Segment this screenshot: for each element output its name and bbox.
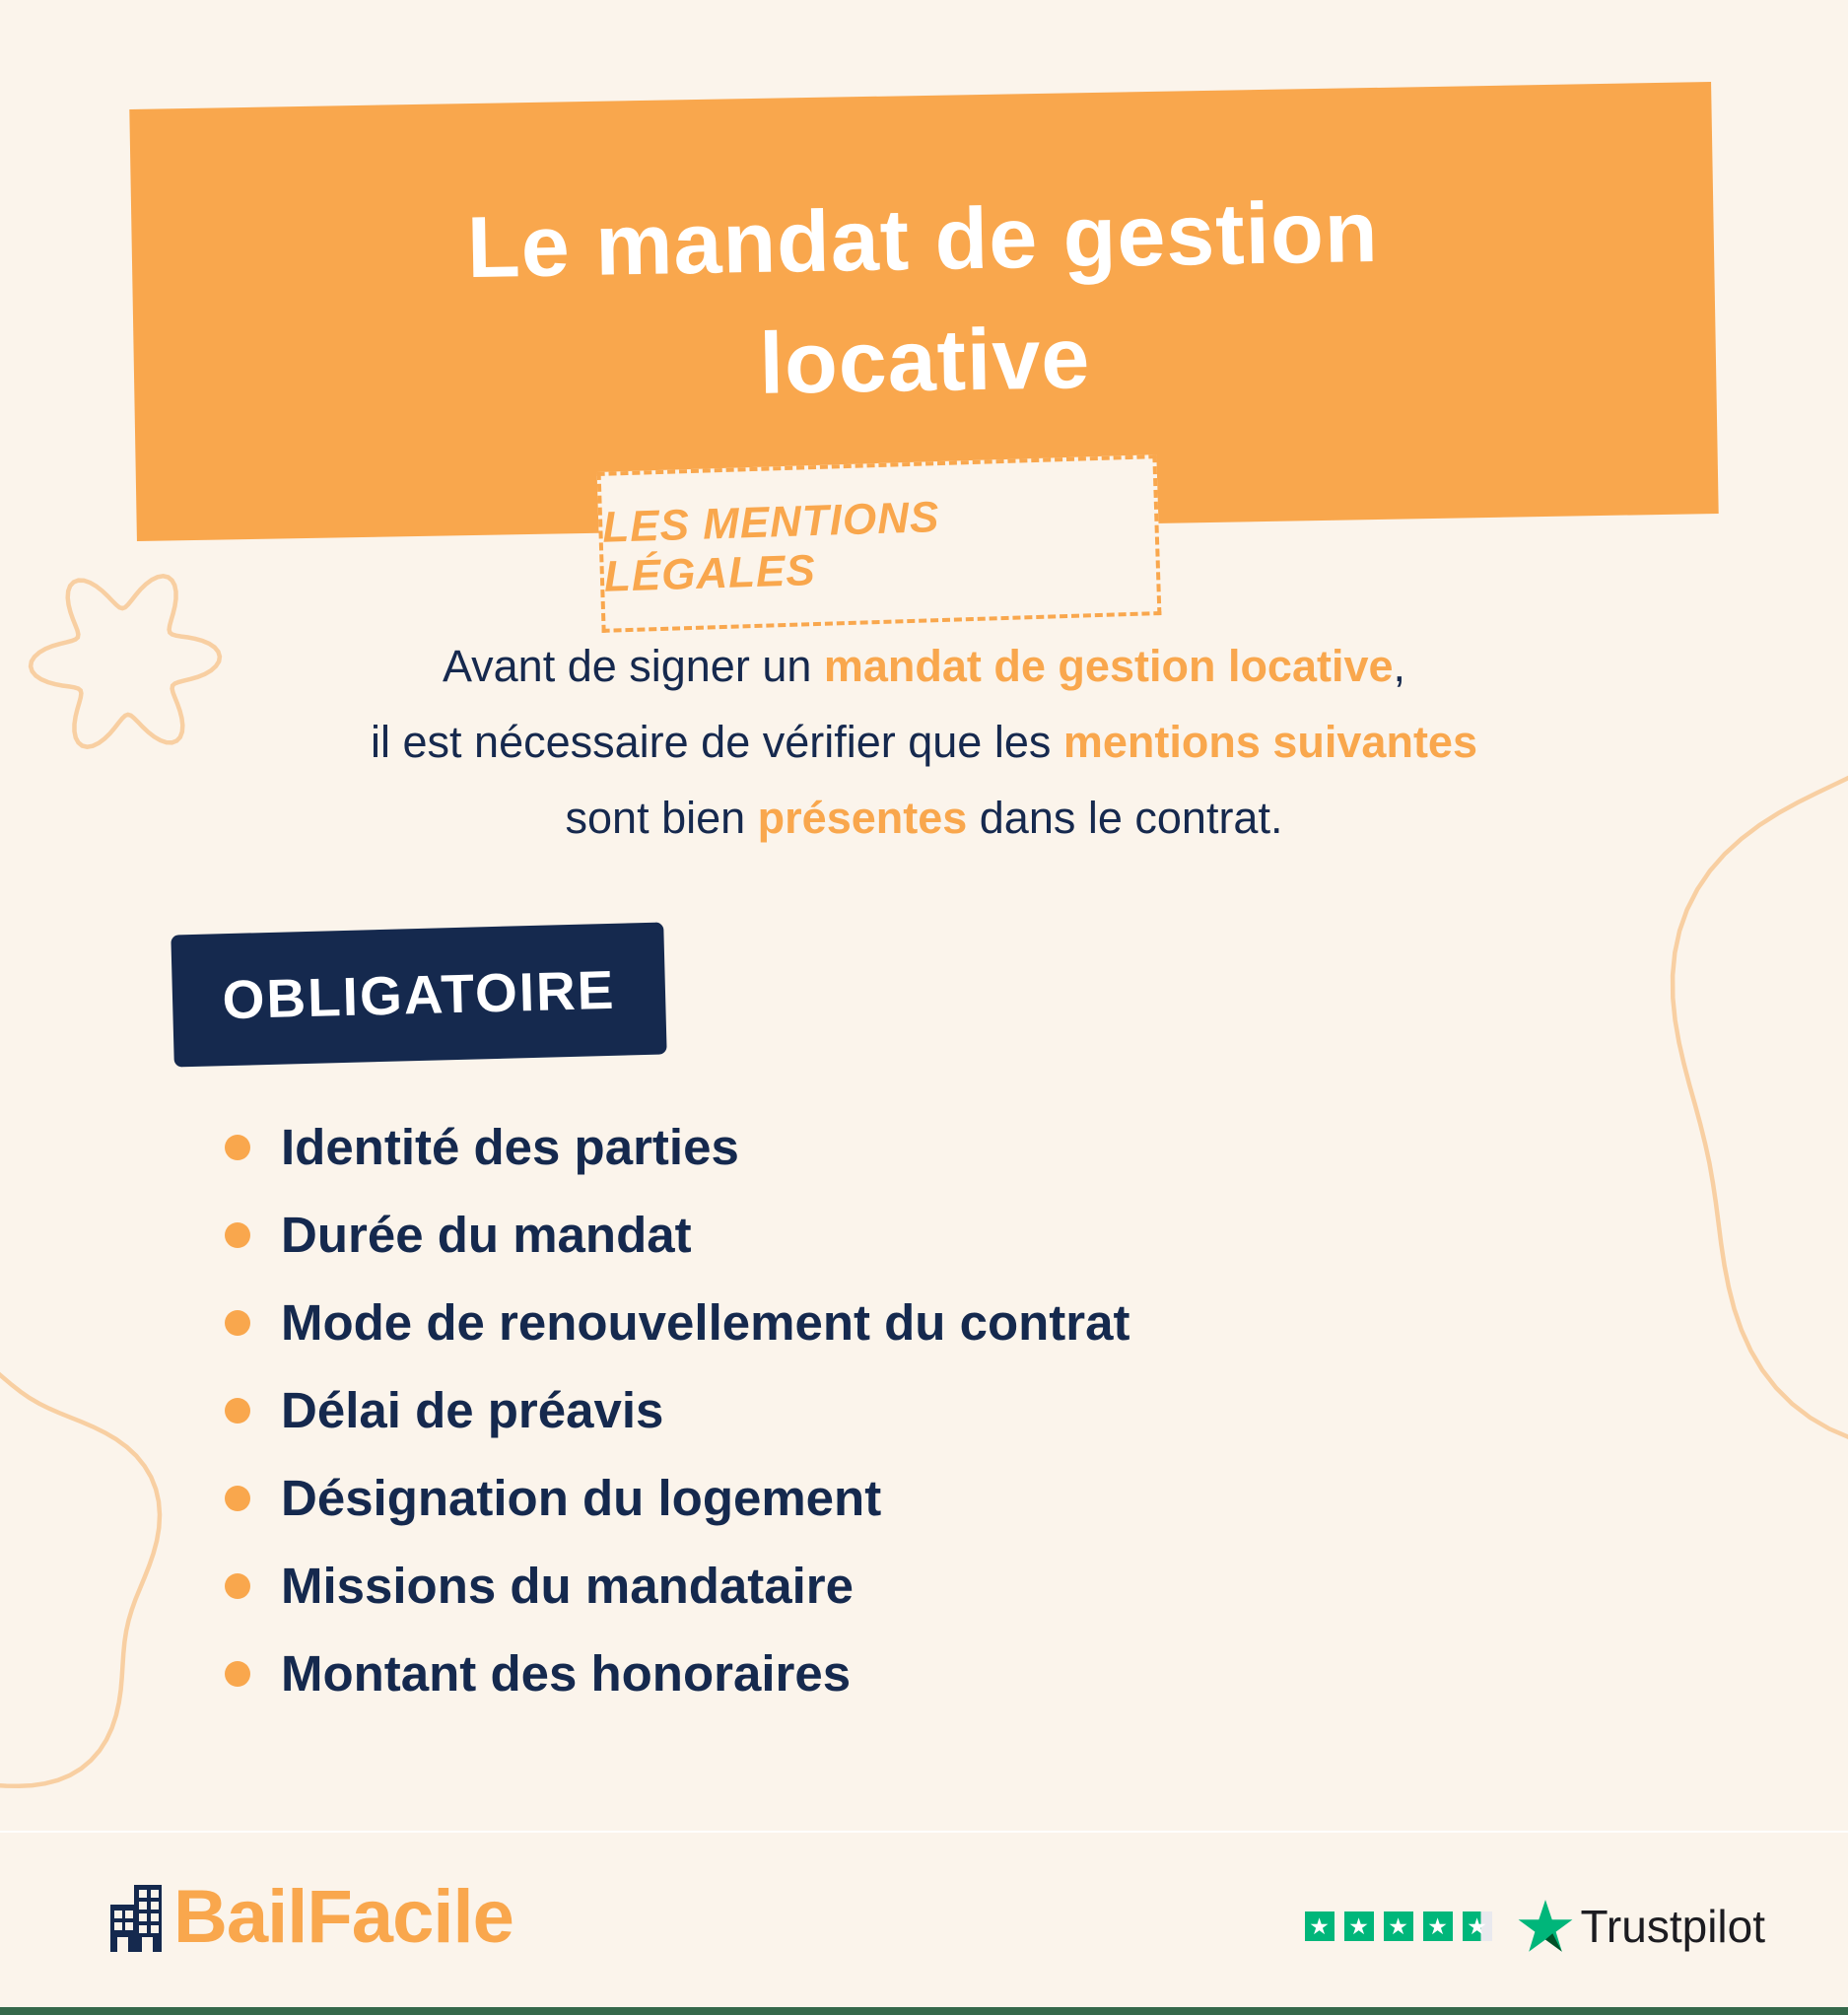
list-item-label: Mode de renouvellement du contrat <box>281 1294 1130 1351</box>
rating-star-icon <box>1305 1911 1335 1941</box>
list-item-label: Délai de préavis <box>281 1382 664 1438</box>
list-item <box>225 1294 1130 1351</box>
list-item <box>225 1382 1129 1438</box>
page-title <box>129 82 1717 435</box>
legal-mentions-badge <box>597 454 1162 633</box>
intro-segment: Avant de signer un <box>442 641 824 691</box>
rating-star-icon <box>1344 1911 1374 1941</box>
page-title-line2: locative <box>758 309 1092 412</box>
intro-segment: , <box>1393 641 1406 691</box>
bailfacile-logo <box>110 1875 513 1959</box>
intro-line <box>0 628 1848 704</box>
intro-highlight: mandat de gestion locative <box>823 641 1394 691</box>
intro-line <box>0 704 1848 780</box>
trustpilot-star-icon <box>1518 1899 1573 1954</box>
star-glyph: ★ <box>1348 1912 1369 1939</box>
star-glyph: ★ <box>1427 1912 1448 1939</box>
list-item <box>225 1558 1129 1614</box>
intro-segment: sont bien <box>565 793 758 843</box>
intro-segment: dans le contrat. <box>967 793 1283 843</box>
list-item-label: Durée du mandat <box>281 1207 692 1263</box>
bullet-dot-icon <box>225 1135 250 1160</box>
star-glyph: ★ <box>1309 1912 1330 1939</box>
list-item-label: Identité des parties <box>281 1119 739 1175</box>
star-glyph: ★ <box>1467 1912 1487 1939</box>
bullet-dot-icon <box>225 1310 250 1336</box>
list-item <box>225 1470 1129 1526</box>
rating-star-icon <box>1423 1911 1453 1941</box>
intro-line <box>0 780 1848 856</box>
star-glyph: ★ <box>1388 1912 1408 1939</box>
mentions-list <box>225 1119 1130 1736</box>
legal-mentions-badge-label: LES MENTIONS LÉGALES <box>601 492 940 601</box>
bullet-dot-icon <box>225 1486 250 1511</box>
intro-segment: il est nécessaire de vérifier que les <box>371 717 1063 767</box>
bullet-dot-icon <box>225 1222 250 1248</box>
intro-highlight: mentions suivantes <box>1062 717 1477 767</box>
list-item-label: Montant des honoraires <box>281 1645 852 1702</box>
footer-divider <box>0 1831 1848 1833</box>
trustpilot-wordmark: Trustpilot <box>1580 1901 1765 1952</box>
obligatoire-badge <box>171 922 666 1067</box>
rating-star-icon <box>1463 1911 1492 1941</box>
rating-star-icon <box>1384 1911 1413 1941</box>
bottom-left-blob-outline-shape <box>0 1332 160 1801</box>
bullet-dot-icon <box>225 1398 250 1424</box>
list-item-label: Missions du mandataire <box>281 1558 854 1614</box>
list-item-label: Désignation du logement <box>281 1470 882 1526</box>
page-title-line1: Le mandat de gestion <box>466 181 1380 297</box>
obligatoire-badge-label: OBLIGATOIRE <box>221 958 617 1031</box>
trustpilot-star-boxes <box>1305 1911 1492 1941</box>
list-item <box>225 1119 1129 1175</box>
building-icon <box>110 1885 162 1952</box>
bullet-dot-icon <box>225 1661 250 1687</box>
intro-highlight: présentes <box>757 793 968 843</box>
list-item <box>225 1645 1129 1702</box>
bailfacile-wordmark: BailFacile <box>173 1875 513 1959</box>
list-item <box>225 1207 1129 1263</box>
trustpilot-rating <box>1305 1899 1765 1954</box>
bullet-dot-icon <box>225 1573 250 1599</box>
trustpilot-logo <box>1518 1899 1765 1954</box>
bottom-edge-strip <box>0 2007 1848 2015</box>
intro-text <box>0 628 1848 856</box>
